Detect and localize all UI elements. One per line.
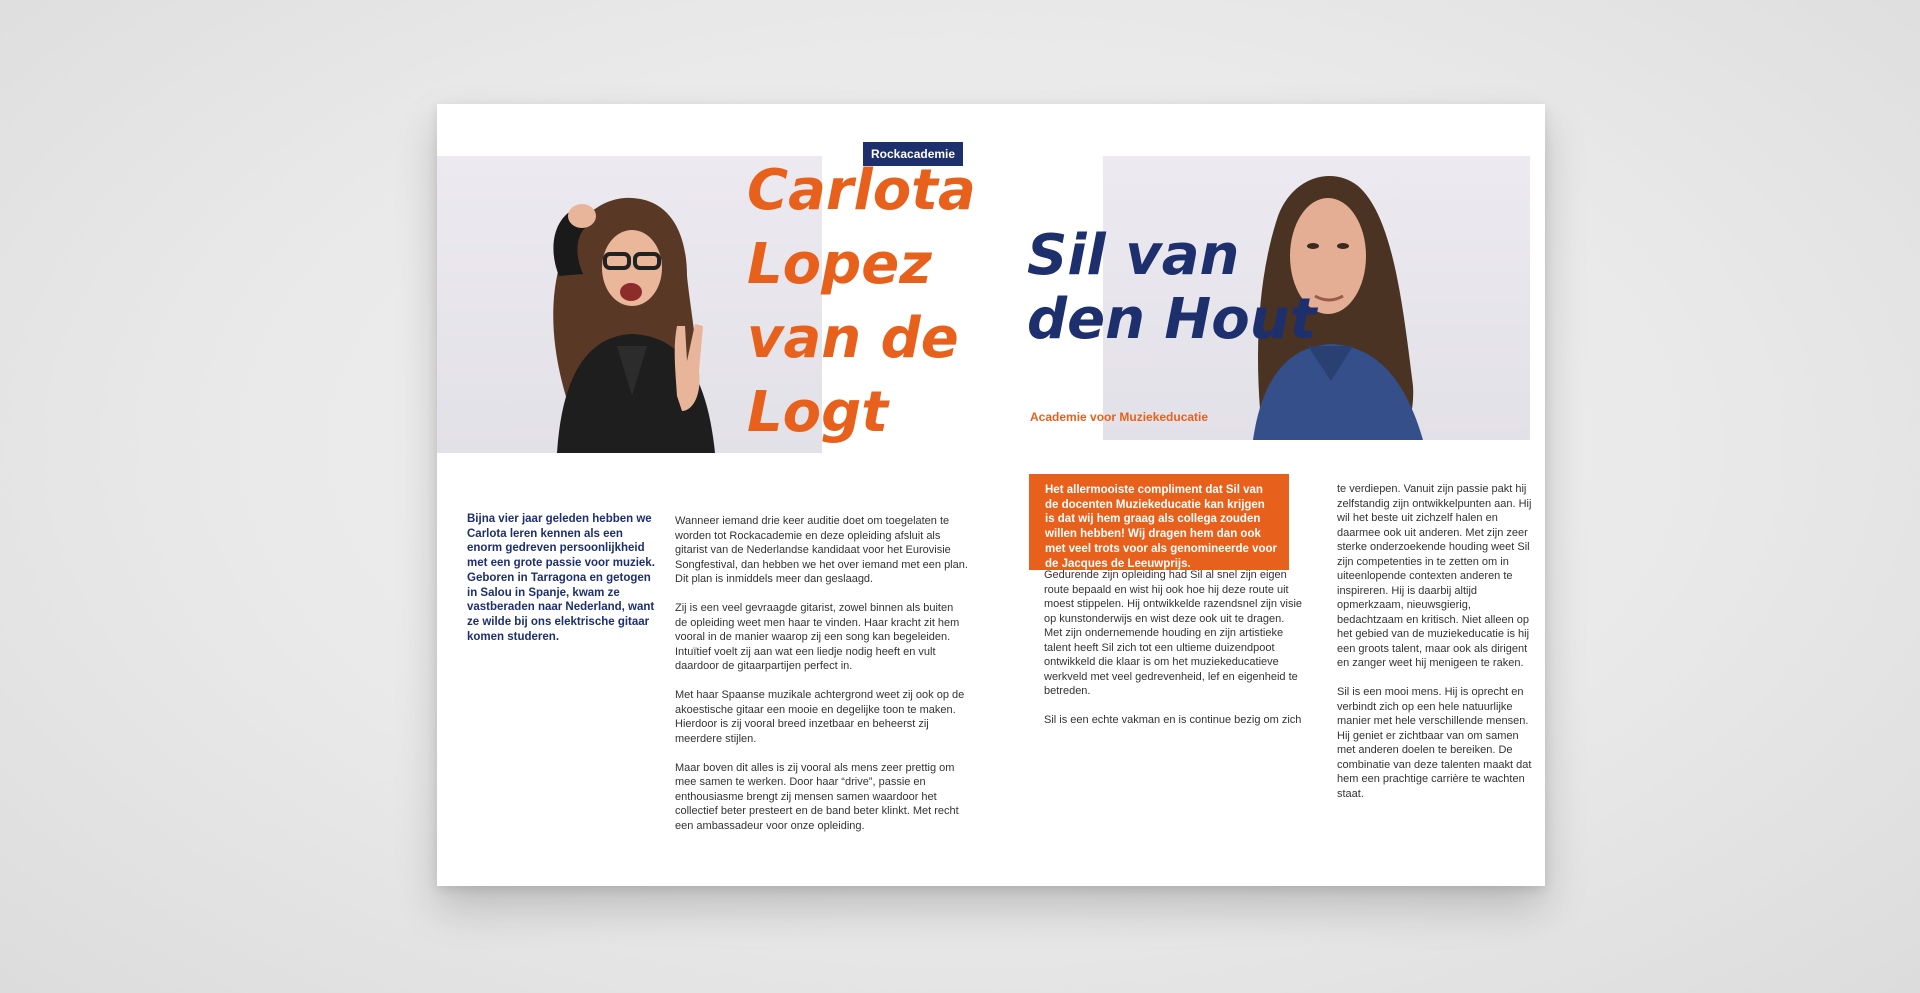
body-paragraph: Sil is een mooi mens. Hij is oprecht en verbindt zich op een hele natuurlijke manier met hele verschillende mensen. Hij geniet er zichtbaar van om samen met anderen doelen te bereiken. De combinatie van deze talenten maakt dat hem een prachtige carrière te wachten staat.	[1337, 686, 1532, 800]
carlota-intro: Bijna vier jaar geleden hebben we Carlota leren kennen als een enorm gedreven persoonlijkheid met een grote passie voor muziek. Geboren in Tarragona en getogen in Salou in Spanje, kwam ze vastberaden naar Nederland, want ze wilde bij ons elektrische gitaar komen studeren.	[467, 513, 655, 643]
body-paragraph: Met haar Spaanse muzikale achtergrond weet zij ook op de akoestische gitaar een mooie en degelijke toon te maken. Hierdoor is zij vooral breed inzetbaar en beheerst zij meerdere stijlen.	[675, 689, 965, 745]
name-line-3: van de	[747, 306, 959, 371]
sil-body-column-2	[1337, 482, 1532, 816]
name-line-1: Carlota	[747, 158, 976, 223]
body-paragraph: te verdiepen. Vanuit zijn passie pakt hij zelfstandig zijn ontwikkelpunten aan. Hij wil het beste uit zichzelf halen en daarmee ook uit anderen. Met zijn zeer sterke onderzoekende houding weet Sil zijn competenties in te zetten om in uiteenlopende contexten anderen te inspireren. Hij is daarbij altijd opmerkzaam, nieuwsgierig, bedachtzaam en kritisch. Niet alleen op het gebied van de muziekeducatie is hij een groots talent, maar ook als dirigent en zanger weet hij menigeen te raken.	[1337, 483, 1532, 669]
highlight-quote: Het allermooiste compliment dat Sil van de docenten Muziekeducatie kan krijgen is dat wij hem graag als collega zouden willen hebben! Wij dragen hem dan ook met veel trots voor als genomineerde voor de Jacques de Leeuwprijs.	[1029, 474, 1289, 570]
body-paragraph: Gedurende zijn opleiding had Sil al snel zijn eigen route bepaald en wist hij ook hoe hij deze route uit moest stippelen. Hij ontwikkelde razendsnel zijn visie op kunstonderwijs en wist deze ook uit te dragen. Met zijn ondernemende houding en zijn artistieke talent heeft Sil zich tot een ultieme duizendpoot ontwikkeld die klaar is om het muziekeducatieve werkveld met veel gedrevenheid, lef en eigenheid te betreden.	[1044, 569, 1303, 697]
section-subtitle: Academie voor Muziekeducatie	[1030, 410, 1209, 424]
body-paragraph: Sil is een echte vakman en is continue bezig om zich	[1044, 714, 1302, 726]
section-label-rockacademie: Rockacademie	[863, 142, 963, 166]
magazine-spread	[437, 104, 1545, 886]
body-paragraph: Zij is een veel gevraagde gitarist, zowel binnen als buiten de opleiding weet men haar te vinden. Haar kracht zit hem vooral in de manier waarop zij een song kan begeleiden. Intuïtief voelt zij aan wat een liedje nodig heeft en vult daardoor de gitaarpartijen perfect in.	[675, 602, 960, 672]
name-line-2: Lopez	[747, 232, 932, 297]
body-paragraph: Maar boven dit alles is zij vooral als mens zeer prettig om mee samen te werken. Door haar “drive”, passie en enthousiasme brengt zij mensen samen waardoor het collectief beter presteert en de band beter klinkt. Met recht een ambassadeur voor onze opleiding.	[675, 761, 959, 832]
name-line-2: den Hout	[1027, 287, 1317, 352]
sil-body-column-1	[1044, 568, 1302, 742]
carlota-body-column	[675, 514, 968, 848]
name-line-4: Logt	[747, 380, 889, 445]
body-paragraph: Wanneer iemand drie keer auditie doet om toegelaten te worden tot Rockacademie en deze opleiding afsluit als gitarist van de Nederlandse kandidaat voor het Eurovisie Songfestival, dan hebben we het over iemand met een plan. Dit plan is inmiddels meer dan geslaagd.	[675, 515, 968, 585]
name-line-1: Sil van	[1027, 223, 1240, 288]
